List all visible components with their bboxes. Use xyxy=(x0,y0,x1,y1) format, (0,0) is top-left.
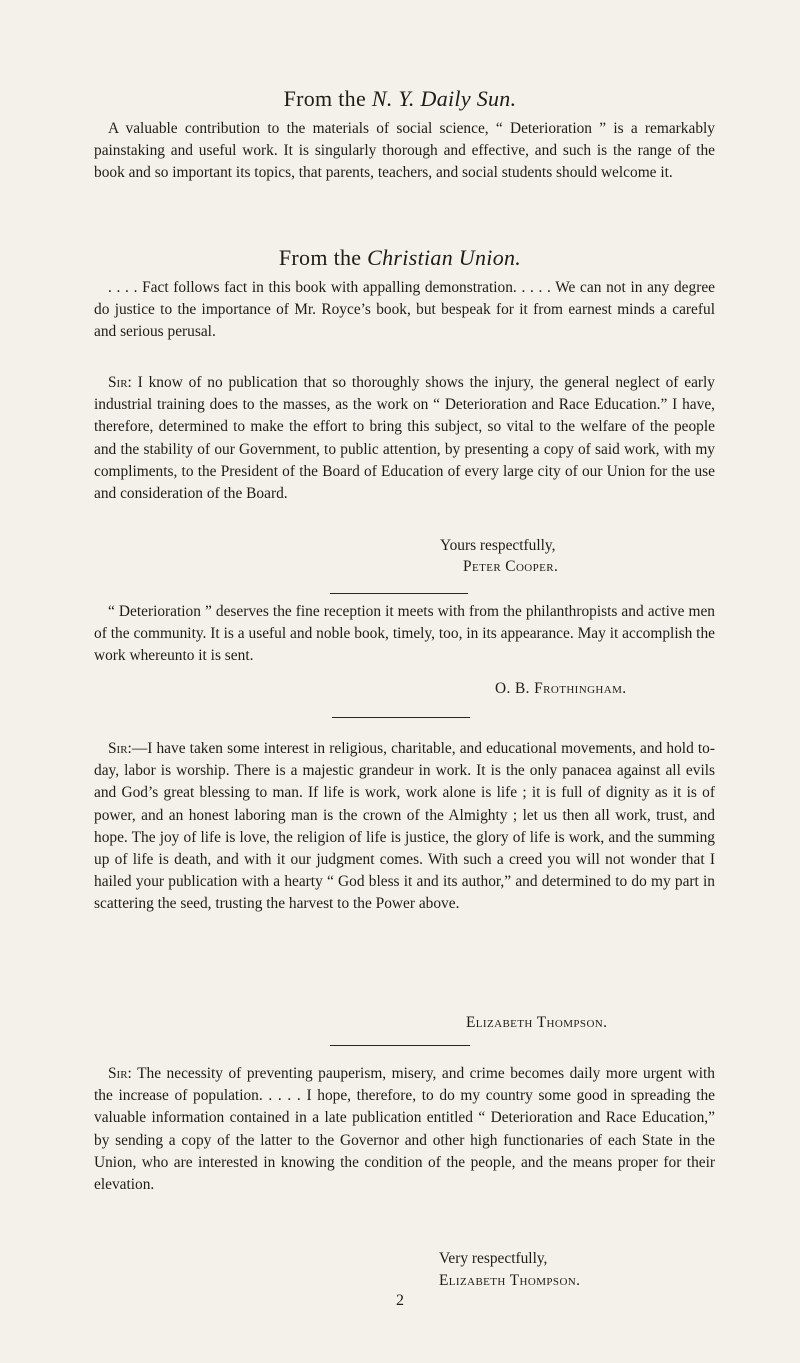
letter-thompson-1 xyxy=(94,738,715,916)
letter-body: The necessity of preventing pauperism, misery, and crime becomes daily more urgent with the increase of population. . . . . I hope, therefore, to do my country some good in spreading the valuable information contained in a late publication entitled “ Deterioration and Race Education,” by sending a copy of the latter to the Governor and other high functionaries of each State in the Union, who are interested in knowing the condition of the people, and the means proper for their elevation. xyxy=(94,1065,715,1194)
christian-union-review: . . . . Fact follows fact in this book with appalling demonstration. . . . . We can not in any degree do justice to the importance of Mr. Royce’s book, but bespeak for it from earnest minds a careful and serious perusal. xyxy=(94,279,715,341)
page-number: 2 xyxy=(396,1292,404,1309)
heading-source: N. Y. Daily Sun. xyxy=(371,86,517,111)
closing-very-respectfully: Very respectfully, xyxy=(439,1250,548,1267)
signature-frothingham: O. B. Frothingham. xyxy=(495,680,627,697)
divider xyxy=(330,1045,470,1046)
closing-yours-respectfully: Yours respectfully, xyxy=(440,537,556,554)
signature-peter-cooper: Peter Cooper. xyxy=(463,558,559,575)
salutation: Sir: xyxy=(108,1065,132,1082)
heading-christian-union xyxy=(0,245,800,271)
heading-daily-sun xyxy=(0,86,800,112)
heading-prefix: From the xyxy=(283,86,372,111)
heading-source: Christian Union. xyxy=(367,245,522,270)
letter-body: I know of no publication that so thoroughly shows the injury, the general neglect of early industrial training does to the masses, as the work on “ Deterioration and Race Education.” I have, therefore, determined to make the effort to bring this subject, so vital to the welfare of the people and the stability of our Government, to public attention, by presenting a copy of said work, with my compliments, to the President of the Board of Education of every large city of our Union for the use and consideration of the Board. xyxy=(94,374,715,503)
salutation: Sir: xyxy=(108,740,132,757)
divider xyxy=(330,593,468,594)
heading-prefix: From the xyxy=(278,245,368,270)
daily-sun-review: A valuable contribution to the materials of social science, “ Deterioration ” is a remarkably painstaking and useful work. It is singularly thorough and effective, and such is the range of the book and so important its topics, that parents, teachers, and social students should welcome it. xyxy=(94,120,715,182)
signature-thompson-1: Elizabeth Thompson. xyxy=(466,1014,608,1031)
salutation: Sir: xyxy=(108,374,132,391)
letter-body: —I have taken some interest in religious, charitable, and educational movements, and hold to-day, labor is worship. There is a majestic grandeur in work. It is the only panacea against all evils and God’s great blessing to man. If life is work, work alone is life ; it is full of dignity as it is of power, and an honest laboring man is the crown of the Almighty ; let us then all work, trust, and hope. The joy of life is love, the religion of life is justice, the glory of life is work, and the summing up of life is death, and with it our judgment comes. With such a creed you will not wonder that I hailed your publication with a hearty “ God bless it and its author,” and determined to do my part in scattering the seed, trusting the harvest to the Power above. xyxy=(94,740,715,913)
letter-thompson-2 xyxy=(94,1063,715,1196)
divider xyxy=(332,717,470,718)
letter-peter-cooper xyxy=(94,372,715,505)
letter-frothingham: “ Deterioration ” deserves the fine reception it meets with from the philanthropists and active men of the community. It is a useful and noble book, timely, too, in its appearance. May it accomplish the work whereunto it is sent. xyxy=(94,603,715,665)
signature-thompson-2: Elizabeth Thompson. xyxy=(439,1272,581,1289)
